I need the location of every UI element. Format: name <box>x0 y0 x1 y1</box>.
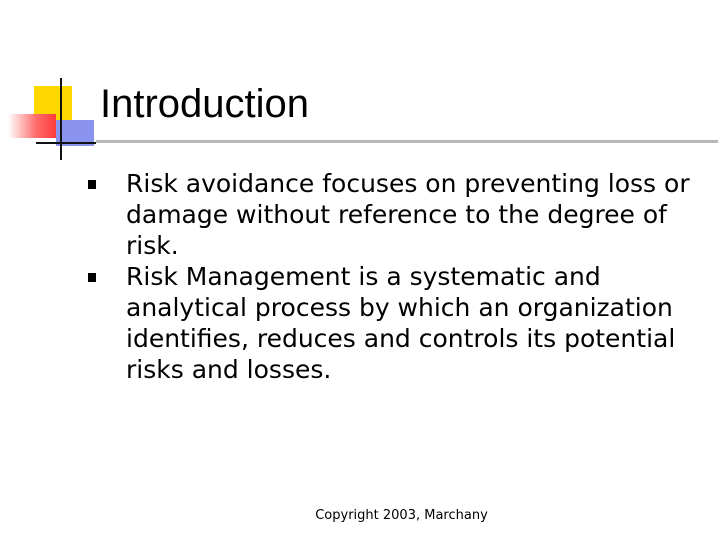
bullet-item <box>126 168 706 261</box>
slide-title: Introduction <box>100 82 310 126</box>
bullet-item <box>126 261 706 385</box>
logo-horizontal-line <box>36 142 96 144</box>
logo-vertical-line <box>60 78 62 160</box>
title-underline <box>96 140 718 143</box>
bullet-text: Risk Management is a systematic and analytical process by which an organization identifies, reduces and controls its potential risks and losses. <box>126 262 676 384</box>
colored-squares-logo-icon <box>0 0 110 170</box>
copyright-footer: Copyright 2003, Marchany <box>315 508 488 523</box>
square-bullet-icon <box>88 273 96 282</box>
bullet-text: Risk avoidance focuses on preventing loss or damage without reference to the degree of risk. <box>126 169 690 260</box>
square-bullet-icon <box>88 180 96 189</box>
bullet-list <box>126 168 706 385</box>
logo-red-bar <box>8 114 56 138</box>
